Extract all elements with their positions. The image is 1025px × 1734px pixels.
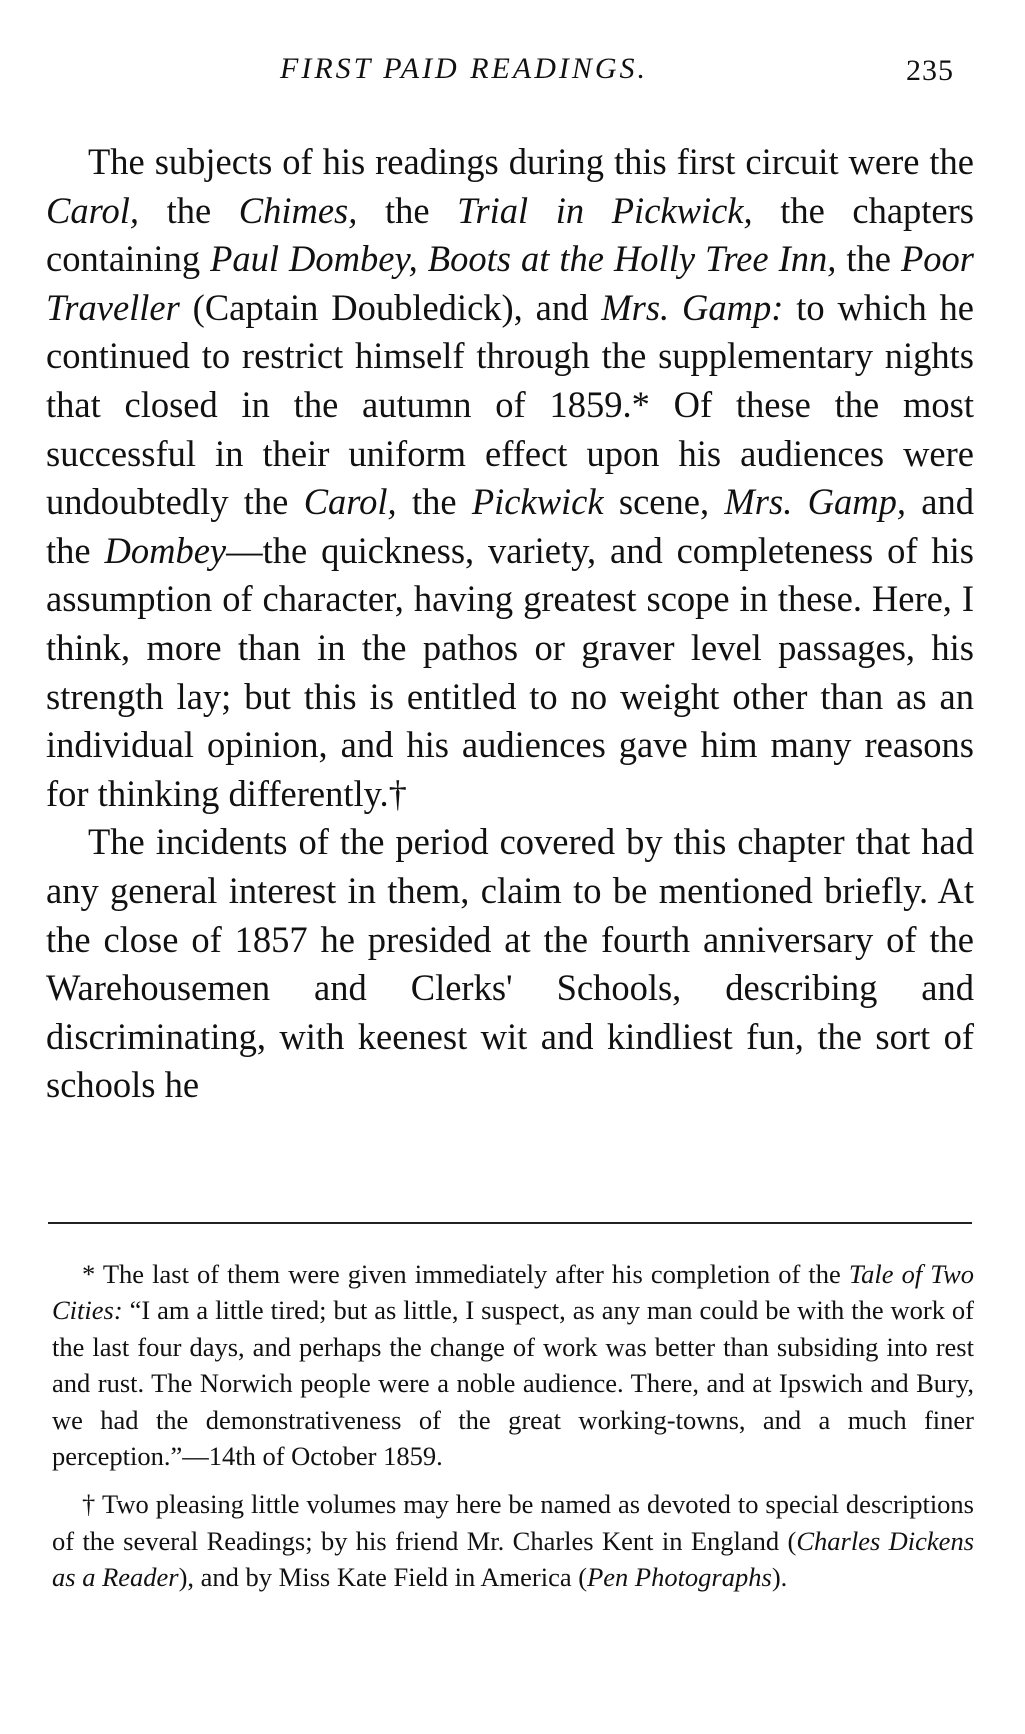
italic-title: Chimes, — [238, 189, 358, 231]
text-run: ), and by Miss Kate Field in America ( — [178, 1562, 588, 1593]
italic-title: Tale of Two Cities: — [52, 1259, 974, 1326]
paragraph-2: The incidents of the period covered by this chapter that had any general interest in them, claim to be mentioned briefly. At the close of 1857 he presided at the fourth anniversary of the Warehousemen and Clerks' Schools, describing and discriminating, with keenest wit and kindliest fun, the sort of schools he — [46, 821, 974, 1106]
italic-title: Pickwick — [471, 481, 604, 523]
text-run: † Two pleasing little volumes may here be named as devoted to special descriptions of the several Readings; by his friend Mr. Charles Kent in England ( — [52, 1489, 974, 1556]
italic-title: Trial in Pickwick, — [457, 189, 753, 231]
page-number: 235 — [906, 54, 954, 87]
text-run: the — [138, 189, 239, 231]
footnote-rule — [48, 1222, 972, 1224]
italic-title: Carol, — [303, 481, 397, 523]
italic-title: Pen Photographs — [587, 1562, 772, 1593]
text-run: to which he continued to restrict himself through the supplementary nights that closed in the autumn of 1859.* Of these the most successful in their uniform effect upon his audiences were undoubtedly the — [46, 286, 974, 523]
text-run: ). — [771, 1562, 788, 1593]
text-run: —the quickness, variety, and completeness of his assumption of character, having greatest scope in these. Here, I think, more than in the pathos or graver level passages, his strength lay; but this is entitled to no weight other than as an individual opinion, and his audiences gave him many reasons for thinking differently.† — [46, 529, 975, 814]
paragraph-1 — [46, 138, 974, 818]
text-run: (Captain Doubledick), and — [179, 286, 602, 328]
italic-title: Charles Dickens as a Reader — [52, 1525, 975, 1593]
body-text — [46, 138, 974, 1110]
italic-title: Paul Dombey, Boots at the Holly Tree Inn, — [210, 238, 837, 280]
text-run: the chapters containing — [46, 189, 974, 280]
text-run: The subjects of his readings during this first circuit were the — [88, 141, 974, 182]
text-run: and the — [46, 481, 974, 571]
text-run: the — [396, 481, 472, 523]
italic-title: Poor Traveller — [46, 238, 975, 328]
running-title: FIRST PAID READINGS. — [280, 52, 649, 85]
text-run: the — [357, 189, 458, 231]
italic-title: Dombey — [104, 529, 227, 571]
text-run: “I am a little tired; but as little, I suspect, as any man could be with the work of the last four days, and perhaps the change of work was better than subsiding into rest and rust. The Norwich people were a noble audience. There, and at Ipswich and Bury, we had the demonstrativeness of the great working-towns, and a much finer perception.”—14th of October 1859. — [52, 1295, 974, 1472]
footnote-2 — [52, 1486, 974, 1595]
text-run: the — [836, 238, 902, 280]
text-run: scene, — [603, 481, 725, 523]
footnotes — [52, 1256, 974, 1608]
text-run: * The last of them were given immediately after his completion of the — [82, 1259, 849, 1289]
italic-title: Mrs. Gamp: — [601, 286, 784, 328]
footnote-1 — [52, 1256, 974, 1474]
italic-title: Carol, — [46, 189, 139, 231]
italic-title: Mrs. Gamp, — [724, 481, 906, 523]
running-head — [0, 52, 1025, 92]
